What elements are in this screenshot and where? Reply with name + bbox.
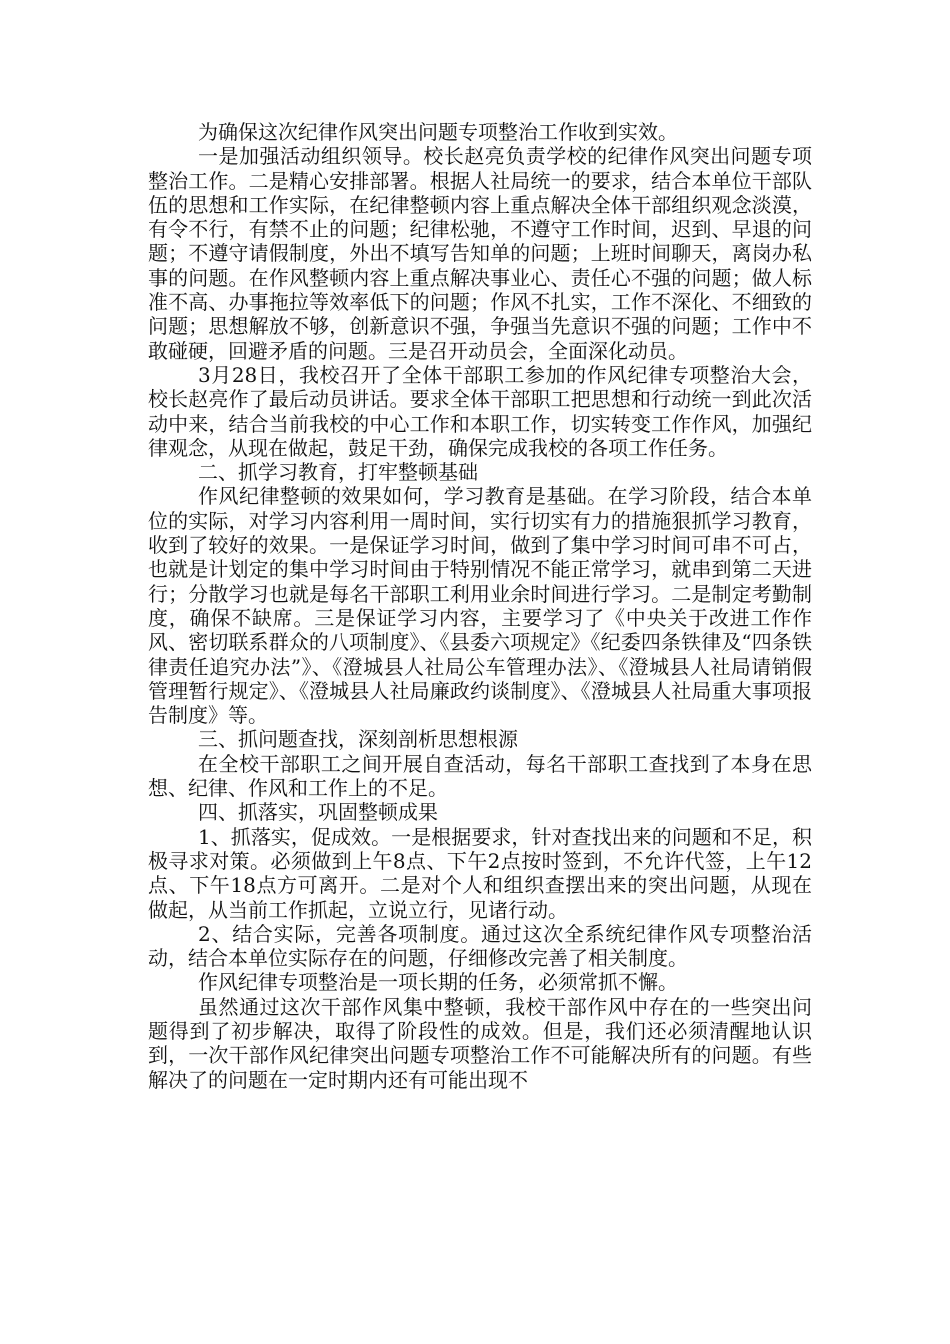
paragraph-self-check: 在全校干部职工之间开展自查活动，每名干部职工查找到了本身在思想、纪律、作风和工作上的不足。: [148, 751, 812, 801]
paragraph-conclusion: 虽然通过这次干部作风集中整顿，我校干部作风中存在的一些突出问题得到了初步解决，取得了阶段性的成效。但是，我们还必须清醒地认识到，一次干部作风纪律突出问题专项整治工作不可能解决所有的问题。有些解决了的问题在一定时期内还有可能出现不: [148, 994, 812, 1092]
paragraph-intro: 为确保这次纪律作风突出问题专项整治工作收到实效。: [198, 120, 678, 144]
document-body: [148, 120, 812, 1092]
section-heading-problems: 三、抓问题查找，深刻剖析思想根源: [198, 727, 518, 752]
section-heading-study: 二、抓学习教育，打牢整顿基础: [198, 460, 478, 485]
paragraph-study: 作风纪律整顿的效果如何，学习教育是基础。在学习阶段，结合本单位的实际，对学习内容利用一周时间，实行切实有力的措施狠抓学习教育，收到了较好的效果。一是保证学习时间，做到了集中学习时间可串不可占，也就是计划定的集中学习时间由于特别情况不能正常学习，就串到第二天进行；分散学习也就是每名干部职工利用业余时间进行学习。二是制定考勤制度，确保不缺席。三是保证学习内容，主要学习了《中央关于改进工作作风、密切联系群众的八项制度》、《县委六项规定》《纪委四条铁律及“四条铁律责任追究办法”》、《澄城县人社局公车管理办法》、《澄城县人社局请销假管理暂行规定》、《澄城县人社局廉政约谈制度》、《澄城县人社局重大事项报告制度》等。: [148, 484, 812, 728]
paragraph-implementation-1: 1、抓落实，促成效。一是根据要求，针对查找出来的问题和不足，积极寻求对策。必须做到上午8点、下午2点按时签到，不允许代签，上午12点、下午18点方可离开。二是对个人和组织查摆出来的突出问题，从现在做起，从当前工作抓起，立说立行，见诸行动。: [148, 824, 812, 922]
paragraph-long-term: 作风纪律专项整治是一项长期的任务，必须常抓不懈。: [198, 970, 678, 995]
section-heading-implementation: 四、抓落实，巩固整顿成果: [198, 800, 438, 825]
paragraph-measures: 一是加强活动组织领导。校长赵亮负责学校的纪律作风突出问题专项整治工作。二是精心安排部署。根据人社局统一的要求，结合本单位干部队伍的思想和工作实际，在纪律整顿内容上重点解决全体干部组织观念淡漠，有令不行，有禁不止的问题；纪律松驰，不遵守工作时间，迟到、早退的问题；不遵守请假制度，外出不填写告知单的问题；上班时间聊天，离岗办私事的问题。在作风整顿内容上重点解决事业心、责任心不强的问题；做人标准不高、办事拖拉等效率低下的问题；作风不扎实，工作不深化、不细致的问题；思想解放不够，创新意识不强，争强当先意识不强的问题；工作中不敢碰硬，回避矛盾的问题。三是召开动员会，全面深化动员。: [148, 144, 812, 363]
paragraph-mobilization: 3月28日，我校召开了全体干部职工参加的作风纪律专项整治大会，校长赵亮作了最后动员讲话。要求全体干部职工把思想和行动统一到此次活动中来，结合当前我校的中心工作和本职工作，切实转变工作作风，加强纪律观念，从现在做起，鼓足干劲，确保完成我校的各项工作任务。: [148, 362, 812, 460]
paragraph-implementation-2: 2、结合实际，完善各项制度。通过这次全系统纪律作风专项整治活动，结合本单位实际存在的问题，仔细修改完善了相关制度。: [148, 921, 812, 971]
